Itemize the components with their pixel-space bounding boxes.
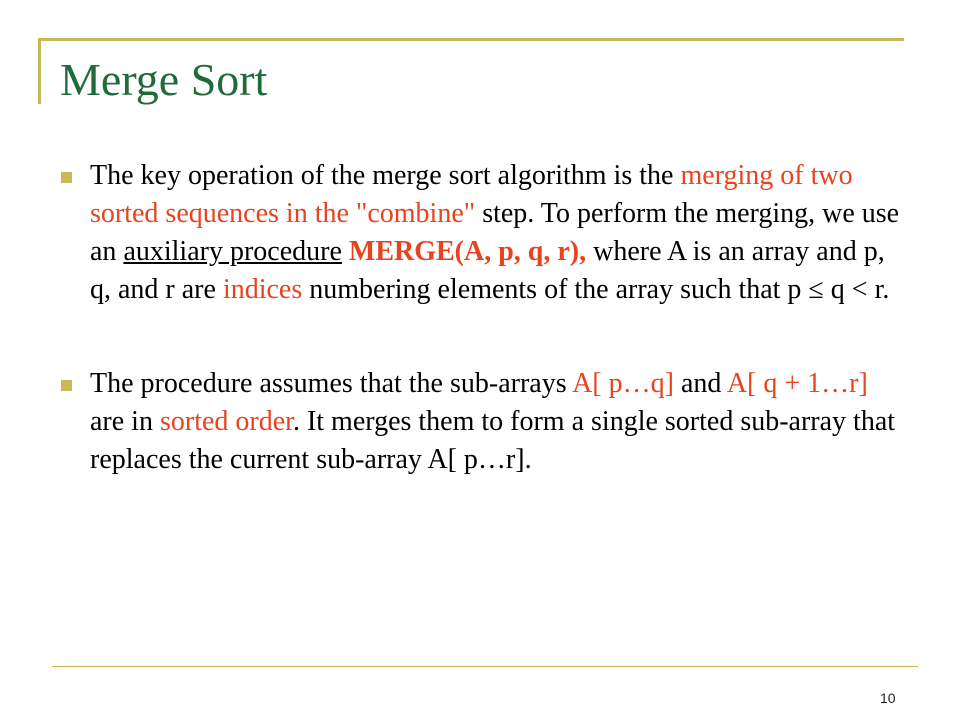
- bullet-square-icon: [61, 172, 72, 183]
- underlined-text: auxiliary procedure: [123, 236, 342, 267]
- bullet-text: are in: [90, 406, 160, 437]
- bullet-text: step. To perform the merging, we use an: [90, 198, 900, 267]
- bullet-text: and: [673, 368, 727, 399]
- merge-signature: MERGE(A, p, q, r),: [348, 236, 587, 267]
- slide-title: Merge Sort: [60, 54, 268, 105]
- highlight-text: A[ q + 1…r]: [726, 368, 868, 399]
- bullet-procedure-assumptions: [58, 365, 908, 479]
- frame-bottom-border: [52, 666, 918, 667]
- bullet-text: The procedure assumes that the sub-arrays: [90, 368, 573, 399]
- bullet-square-icon: [61, 380, 72, 391]
- highlight-text: merging of two sorted sequences in the "combine": [90, 160, 853, 229]
- highlight-text: indices: [222, 274, 303, 305]
- highlight-text: sorted order: [159, 406, 293, 437]
- highlight-text: A[ p…q]: [572, 368, 674, 399]
- bullet-merge-operation: [58, 157, 908, 309]
- bullet-text: numbering elements of the array such that p ≤ q < r.: [302, 274, 890, 305]
- bullet-text: The key operation of the merge sort algorithm is the: [90, 160, 681, 191]
- bullet-text: where A is an array and p, q, and r are: [90, 236, 885, 305]
- bullet-text: [342, 236, 349, 267]
- slide-content: [58, 157, 908, 479]
- page-number: 10: [880, 690, 896, 706]
- frame-left-border: [38, 38, 41, 104]
- bullet-text: . It merges them to form a single sorted sub-array that replaces the current sub-array A[ p…r].: [90, 406, 896, 475]
- frame-top-border: [38, 38, 904, 41]
